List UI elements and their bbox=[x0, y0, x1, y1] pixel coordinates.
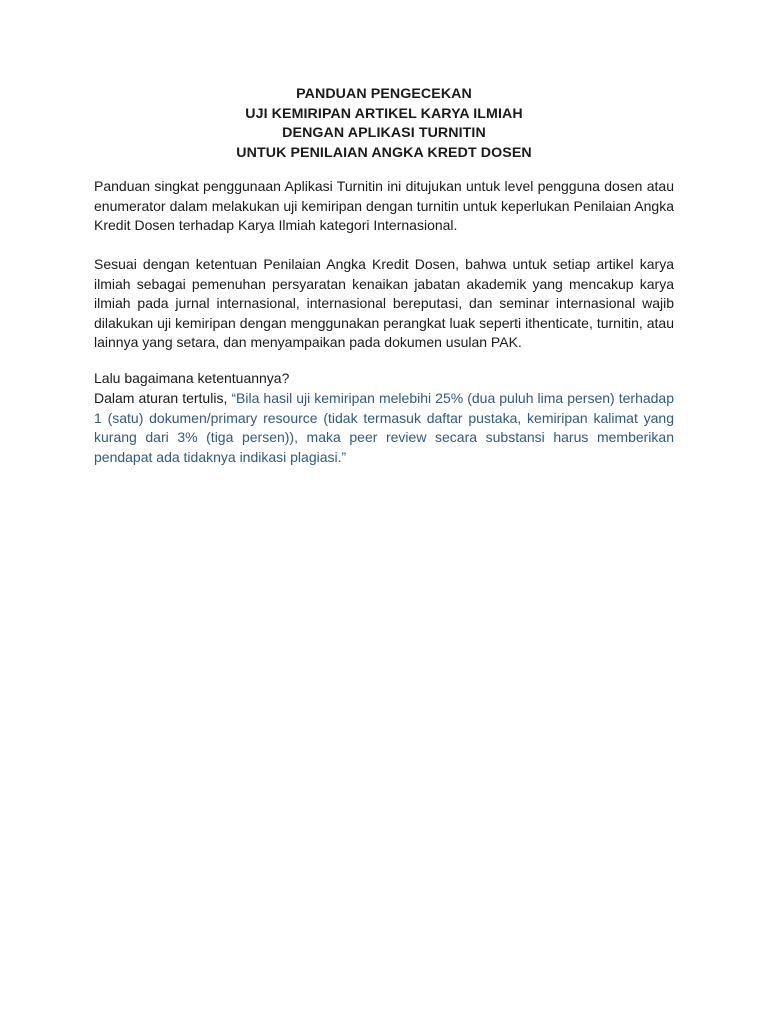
paragraph-intro bbox=[94, 177, 674, 236]
title-line-1: PANDUAN PENGECEKAN bbox=[296, 86, 472, 102]
rule-quote: “Bila hasil uji kemiripan melebihi 25% (dua puluh lima persen) terhadap 1 (satu) dokumen/primary resource (tidak termasuk daftar pustaka, kemiripan kalimat yang kurang dari 3% (tiga persen)), maka peer review secara substansi harus memberikan pendapat ada tidaknya indikasi plagiasi.” bbox=[94, 390, 675, 465]
paragraph-rule bbox=[94, 389, 674, 467]
title-line-3: DENGAN APLIKASI TURNITIN bbox=[282, 125, 486, 141]
document-title bbox=[94, 85, 674, 163]
title-line-2: UJI KEMIRIPAN ARTIKEL KARYA ILMIAH bbox=[245, 105, 523, 122]
rule-intro: Dalam aturan tertulis, bbox=[94, 390, 232, 406]
question-line bbox=[94, 369, 674, 389]
paragraph-regulation bbox=[94, 255, 674, 353]
title-line-4: UNTUK PENILAIAN ANGKA KREDT DOSEN bbox=[236, 144, 532, 161]
paragraph-intro-text: Panduan singkat penggunaan Aplikasi Turnitin ini ditujukan untuk level pengguna dosen atau enumerator dalam melakukan uji kemiripan dengan turnitin untuk keperlukan Penilaian Angka Kredit Dosen terhadap Karya Ilmiah kategori Internasional. bbox=[94, 178, 674, 234]
paragraph-regulation-text: Sesuai dengan ketentuan Penilaian Angka Kredit Dosen, bahwa untuk setiap artikel karya ilmiah sebagai pemenuhan persyaratan kenaikan jabatan akademik yang mencakup karya ilmiah pada jurnal internasional, internasional bereputasi, dan seminar internasional wajib dilakukan uji kemiripan dengan menggunakan perangkat luak seperti ithenticate, turnitin, atau lainnya yang setara, dan menyampaikan pada dokumen usulan PAK. bbox=[94, 256, 674, 351]
paragraph-rule-text bbox=[94, 389, 674, 467]
question-text: Lalu bagaimana ketentuannya? bbox=[94, 370, 290, 386]
